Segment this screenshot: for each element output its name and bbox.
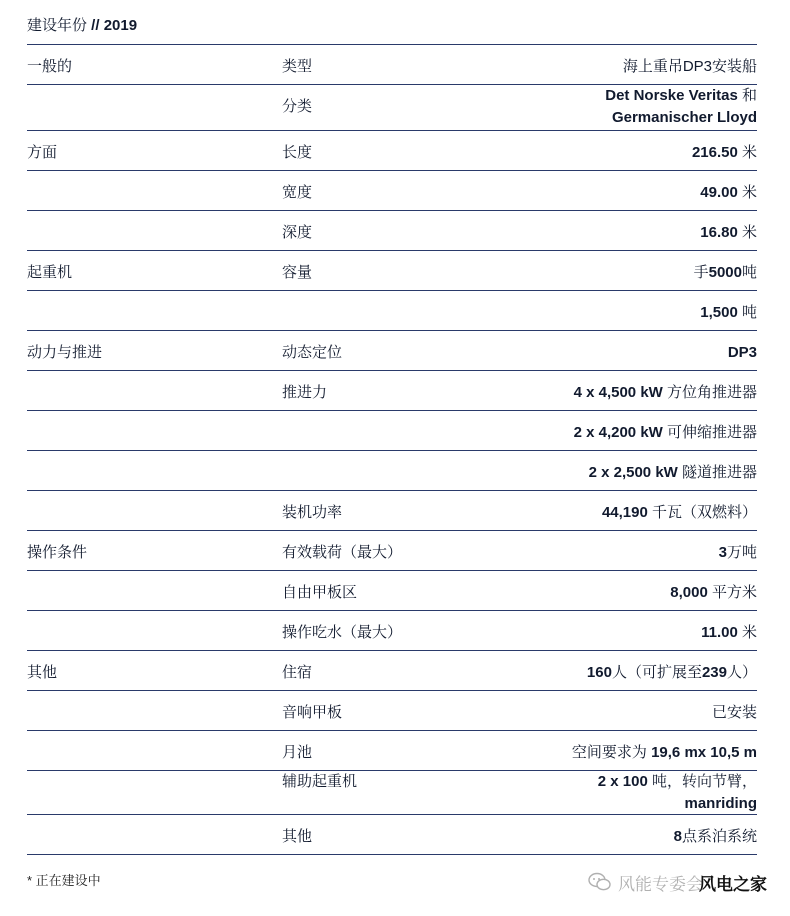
- row-value: [427, 251, 757, 284]
- value-unit: 米: [737, 144, 757, 161]
- value-unit: 吨: [737, 304, 757, 321]
- table-row: [27, 251, 757, 291]
- row-property: 装机功率: [282, 504, 343, 521]
- watermark: [588, 868, 767, 896]
- value-unit: 米: [737, 224, 757, 241]
- value-unit: 方位角推进器: [662, 384, 757, 401]
- table-row: [27, 411, 757, 451]
- value-number: 8: [673, 828, 682, 845]
- row-property: 推进力: [282, 384, 328, 401]
- value-unit: 点系泊系统: [681, 828, 757, 845]
- row-property: 住宿: [282, 664, 313, 681]
- row-category: [27, 571, 277, 582]
- table-row: [27, 371, 757, 411]
- wechat-icon: [588, 871, 612, 893]
- row-property: 宽度: [282, 184, 313, 201]
- table-row: [27, 491, 757, 531]
- value-unit: 吨: [741, 264, 757, 281]
- value-number: 2 x 4,200 kW: [573, 424, 663, 441]
- table-row: [27, 45, 757, 85]
- row-property: 有效载荷（最大）: [282, 544, 403, 561]
- row-value: [427, 211, 757, 244]
- row-property: 自由甲板区: [282, 584, 358, 601]
- row-property: 深度: [282, 224, 313, 241]
- row-property: 辅助起重机: [282, 773, 358, 790]
- value-number: 216.50: [691, 144, 738, 161]
- table-row: [27, 331, 757, 371]
- value-line-2: manriding: [684, 795, 757, 812]
- row-property: 分类: [282, 98, 313, 115]
- row-property: 音响甲板: [282, 704, 343, 721]
- value-number: 2 x 2,500 kW: [588, 464, 678, 481]
- row-property: 操作吃水（最大）: [282, 624, 403, 641]
- row-value: [427, 411, 757, 444]
- row-value: [427, 771, 757, 815]
- table-row: [27, 731, 757, 771]
- row-value: [427, 451, 757, 484]
- value-unit: 吨，转向节臂，: [647, 773, 757, 790]
- value-number: 2 x 100: [597, 773, 648, 790]
- table-row: [27, 291, 757, 331]
- row-value: [427, 85, 757, 129]
- table-row: [27, 211, 757, 251]
- table-row: [27, 815, 757, 855]
- table-row: [27, 85, 757, 131]
- value-number: Det Norske Veritas: [605, 87, 738, 104]
- value-number: 160: [586, 664, 612, 681]
- value-unit-2: 人）: [726, 664, 757, 681]
- value-number: 1,500: [700, 304, 738, 321]
- value-number: 海上重吊DP3安装船: [622, 58, 757, 75]
- row-property: 动态定位: [282, 344, 343, 361]
- row-category: [27, 815, 277, 826]
- value-number-2: 239: [701, 664, 727, 681]
- table-row: [27, 651, 757, 691]
- row-value: [427, 531, 757, 564]
- table-row: [27, 171, 757, 211]
- row-value: [427, 45, 757, 78]
- row-value: [427, 291, 757, 324]
- row-category: [27, 691, 277, 702]
- row-category: [27, 85, 277, 96]
- value-number: 49.00: [700, 184, 738, 201]
- row-category: 动力与推进: [27, 344, 103, 361]
- value-unit: 米: [737, 624, 757, 641]
- row-value: [427, 491, 757, 524]
- row-category: [27, 611, 277, 622]
- row-category: 起重机: [27, 264, 73, 281]
- row-value: [427, 371, 757, 404]
- row-value: [427, 571, 757, 604]
- row-property: 月池: [282, 744, 313, 761]
- value-prefix: 空间要求为: [571, 744, 652, 761]
- row-category: [27, 731, 277, 742]
- value-unit: 万吨: [726, 544, 757, 561]
- value-number: 16.80: [700, 224, 738, 241]
- value-line-2: Germanischer Lloyd: [611, 109, 757, 126]
- row-category: 一般的: [27, 58, 73, 75]
- row-category: 其他: [27, 664, 58, 681]
- value-number: DP3: [727, 344, 757, 361]
- row-category: [27, 371, 277, 382]
- value-number: 4 x 4,500 kW: [573, 384, 663, 401]
- table-row: [27, 571, 757, 611]
- watermark-text-2: 风电之家: [699, 874, 767, 894]
- row-value: [427, 691, 757, 724]
- value-unit: 米: [737, 184, 757, 201]
- row-value: [427, 815, 757, 848]
- value-unit: 人（可扩展至: [611, 664, 702, 681]
- row-value: [427, 611, 757, 644]
- row-category: [27, 291, 277, 302]
- row-category: [27, 171, 277, 182]
- build-year-sep: //: [87, 17, 104, 34]
- row-value: [427, 651, 757, 684]
- row-value: [427, 131, 757, 164]
- value-unit: 平方米: [707, 584, 757, 601]
- value-unit: 可伸缩推进器: [662, 424, 757, 441]
- value-number: 已安装: [711, 704, 757, 721]
- value-unit: 千瓦（双燃料）: [647, 504, 757, 521]
- value-unit: 隧道推进器: [677, 464, 757, 481]
- value-unit: 和: [737, 87, 757, 104]
- spec-table: [27, 45, 757, 855]
- footnote: * 正在建设中: [27, 873, 101, 888]
- row-property: 容量: [282, 264, 313, 281]
- row-category: 方面: [27, 144, 58, 161]
- row-category: [27, 411, 277, 422]
- table-row: [27, 771, 757, 815]
- row-category: [27, 451, 277, 462]
- value-number: 44,190: [601, 504, 648, 521]
- value-number: 11.00: [701, 624, 738, 641]
- value-prefix: 手: [693, 264, 709, 281]
- watermark-text-1: 风能专委会: [618, 874, 703, 894]
- value-number: 8,000: [670, 584, 708, 601]
- build-year-label: 建设年份: [27, 17, 88, 34]
- row-value: [427, 331, 757, 364]
- row-category: [27, 211, 277, 222]
- row-property: 其他: [282, 828, 313, 845]
- row-property: 长度: [282, 144, 313, 161]
- value-number: 5000: [708, 264, 742, 281]
- table-row: [27, 691, 757, 731]
- table-row: [27, 131, 757, 171]
- table-row: [27, 451, 757, 491]
- build-year-value: 2019: [103, 17, 138, 34]
- row-category: 操作条件: [27, 544, 88, 561]
- table-row: [27, 611, 757, 651]
- row-value: [427, 171, 757, 204]
- row-value: [427, 731, 757, 764]
- value-number: 3: [718, 544, 727, 561]
- row-property: 类型: [282, 58, 313, 75]
- value-number: 19,6 mx 10,5 m: [651, 744, 757, 761]
- row-category: [27, 491, 277, 502]
- table-row: [27, 531, 757, 571]
- build-year-header: [27, 14, 757, 45]
